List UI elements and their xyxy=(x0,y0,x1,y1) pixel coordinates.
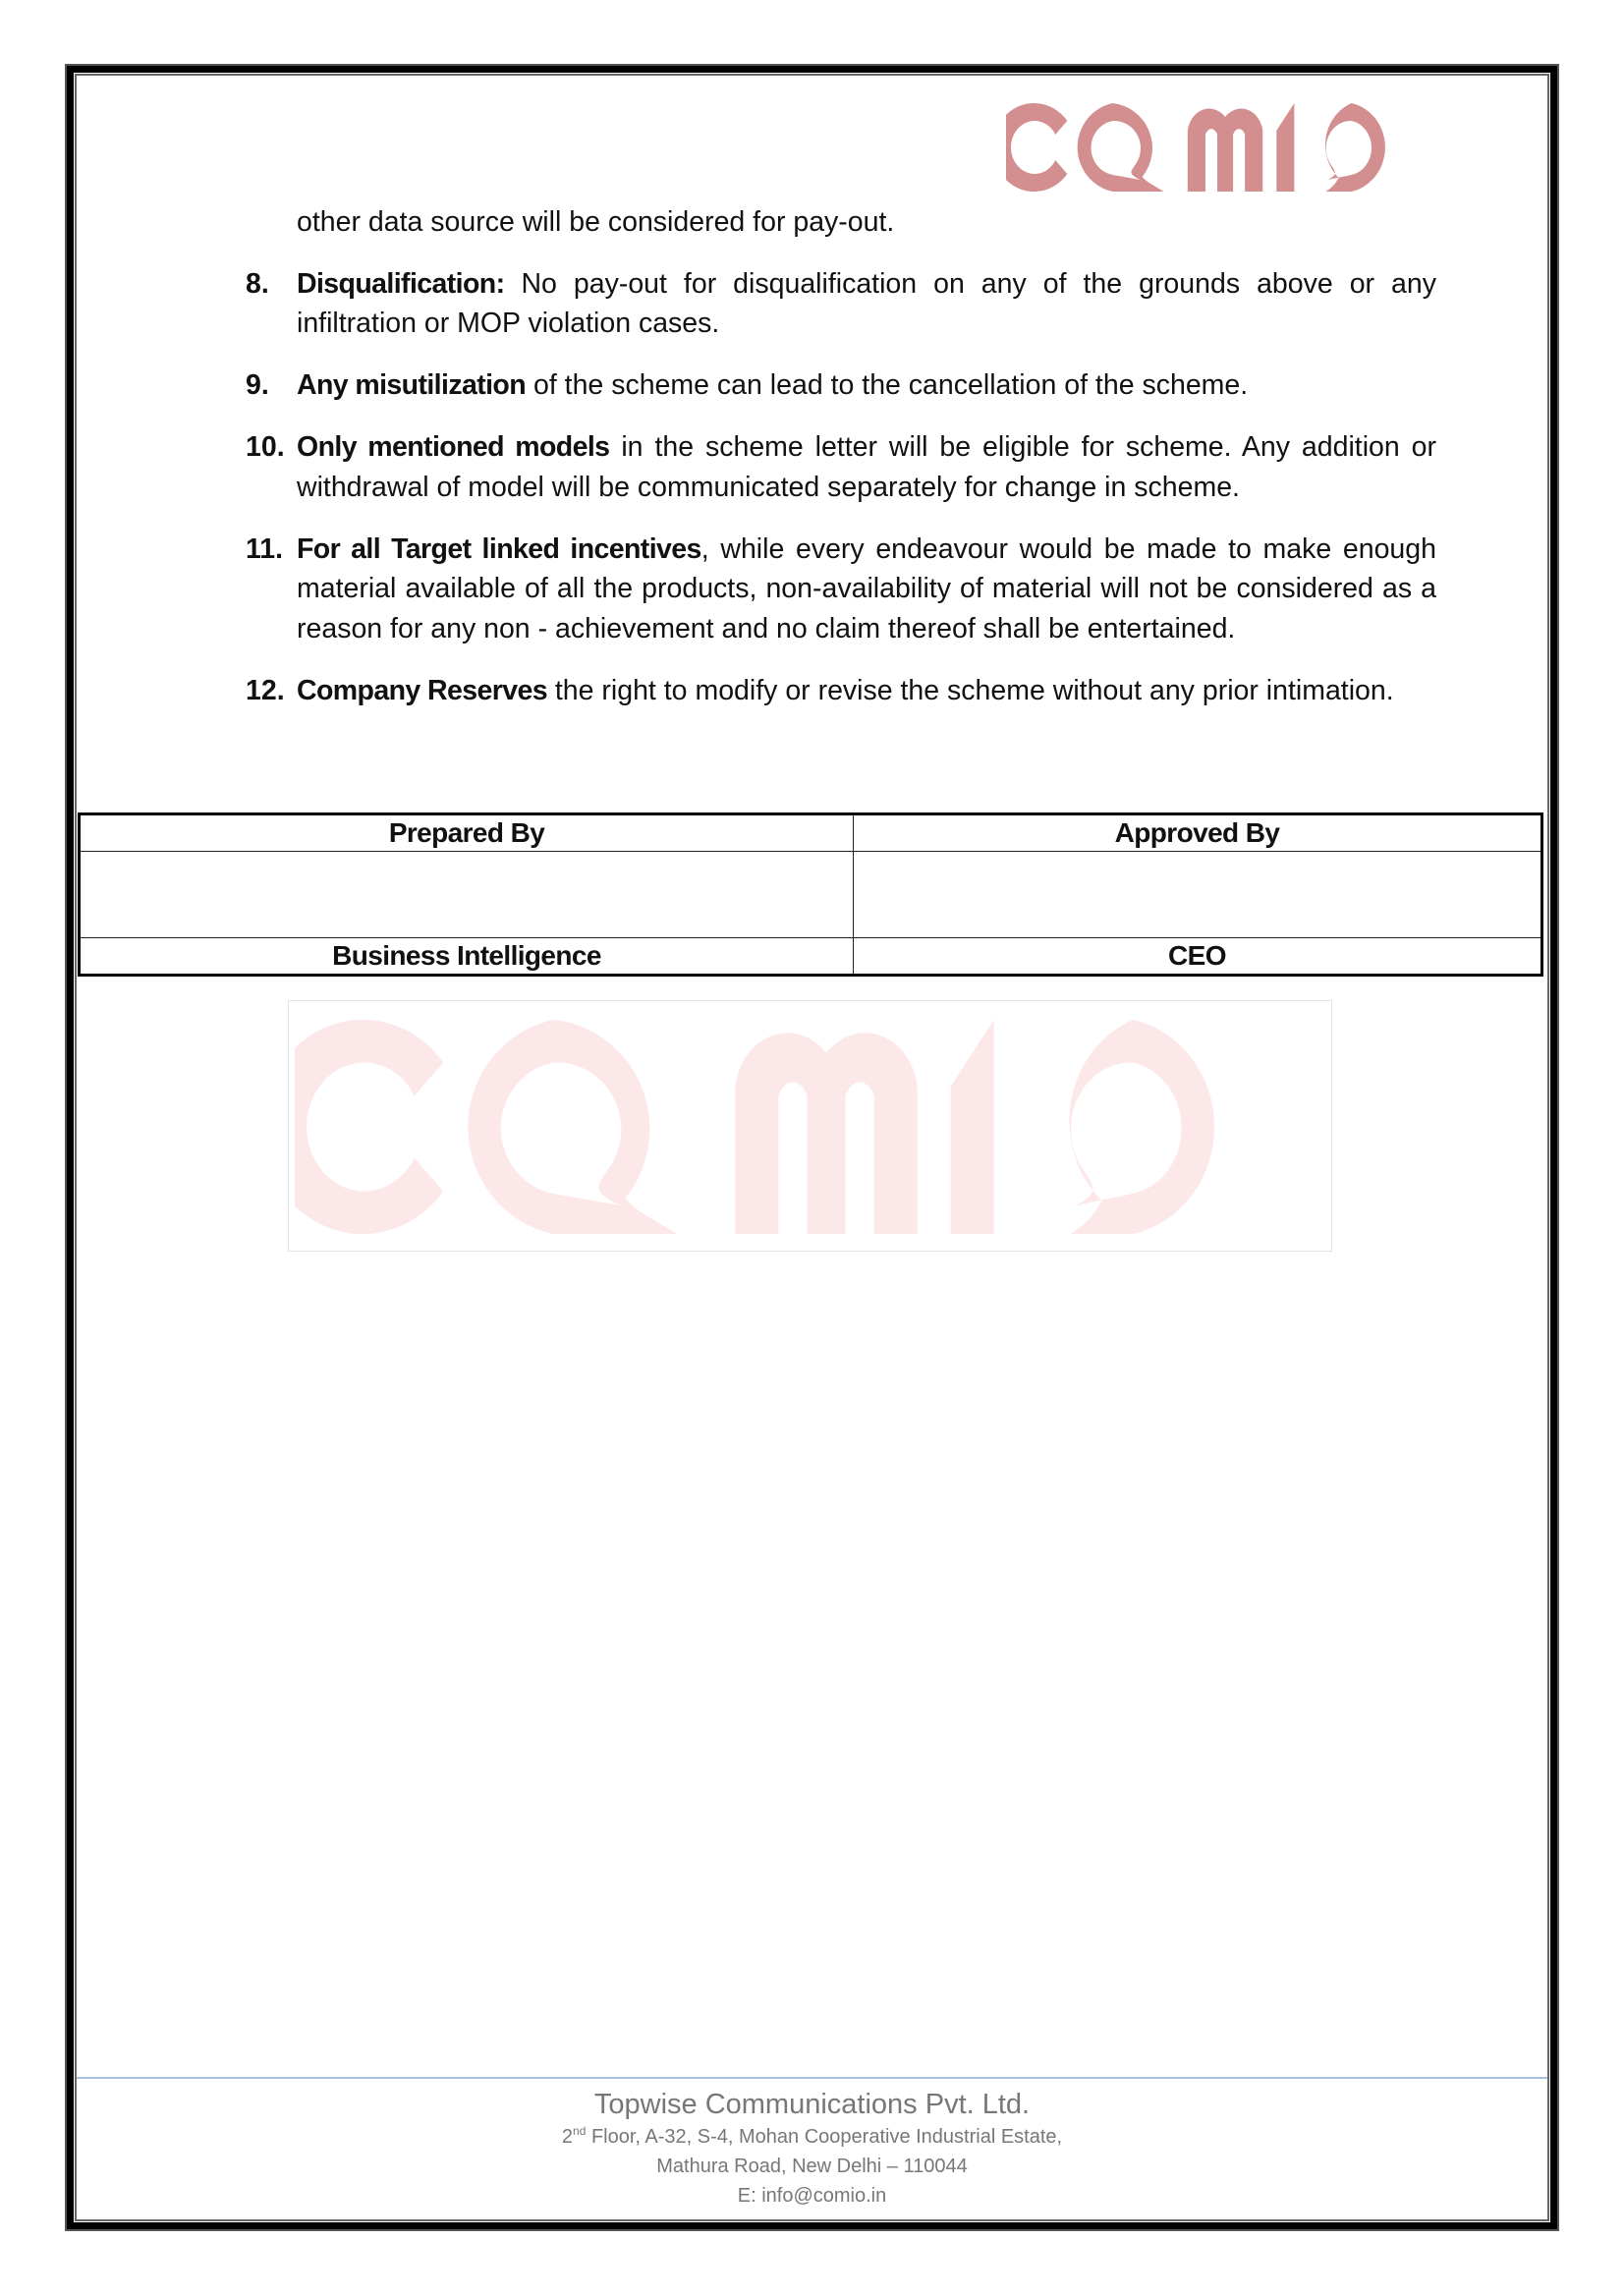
term-item-9 xyxy=(246,365,1436,406)
item-lead: Only mentioned models xyxy=(297,431,610,463)
address-rest: Floor, A-32, S-4, Mohan Cooperative Industrial Estate, xyxy=(586,2126,1063,2148)
continuation-text: other data source will be considered for pay-out. xyxy=(297,206,895,238)
item-lead: For all Target linked incentives xyxy=(297,532,701,565)
footer-divider xyxy=(77,2077,1547,2079)
terms-list xyxy=(246,202,1436,733)
item-number: 11. xyxy=(246,532,284,565)
term-item-8 xyxy=(246,264,1436,344)
item-body: of the scheme can lead to the cancellation of the scheme. xyxy=(526,369,1249,401)
role-ceo: CEO xyxy=(854,938,1542,976)
item-number: 10. xyxy=(246,431,285,463)
header-approved-by: Approved By xyxy=(854,814,1542,852)
item-text xyxy=(297,427,1436,507)
signature-cell-approved xyxy=(854,852,1542,938)
footer-address-line-2: Mathura Road, New Delhi – 110044 xyxy=(656,2156,968,2177)
logo-letters xyxy=(1006,103,1385,192)
table-role-row xyxy=(80,938,1542,976)
term-item-10 xyxy=(246,427,1436,507)
role-business-intelligence: Business Intelligence xyxy=(80,938,854,976)
item-text xyxy=(297,671,1436,711)
item-lead: Any misutilization xyxy=(297,369,527,401)
signoff-table xyxy=(78,812,1543,977)
table-signature-row xyxy=(80,852,1542,938)
term-item-12 xyxy=(246,671,1436,711)
header-prepared-by: Prepared By xyxy=(80,814,854,852)
footer-address-line-1 xyxy=(77,2122,1547,2152)
item-lead: Disqualification: xyxy=(297,267,505,300)
signature-cell-prepared xyxy=(80,852,854,938)
table-header-row xyxy=(80,814,1542,852)
item-number: 9. xyxy=(246,369,269,401)
watermark-logo xyxy=(295,1015,1324,1239)
item-number: 8. xyxy=(246,267,269,300)
item-lead: Company Reserves xyxy=(297,674,547,706)
item-text xyxy=(297,365,1436,406)
footer-company-name: Topwise Communications Pvt. Ltd. xyxy=(593,2089,1031,2120)
item-body: , while every endeavour would be made to make enough material available of all the products, non-availability of material will not be considered as a reason for any non - achievement and no claim thereof shall be entertained. xyxy=(297,532,1436,644)
term-item-11 xyxy=(246,530,1436,649)
item-body: No pay-out for disqualification on any of the grounds above or any infiltration or MOP violation cases. xyxy=(297,267,1436,339)
item-text xyxy=(297,530,1436,649)
comio-logo xyxy=(1006,101,1430,194)
floor-ordinal: nd xyxy=(573,2124,587,2138)
floor-number: 2 xyxy=(561,2126,574,2148)
footer xyxy=(77,2087,1547,2211)
item-body: the right to modify or revise the scheme without any prior intimation. xyxy=(546,674,1394,706)
item-body: in the scheme letter will be eligible for scheme. Any addition or withdrawal of model will be communicated separately for change in scheme. xyxy=(297,431,1436,503)
item-text xyxy=(297,264,1436,344)
footer-email[interactable]: E: info@comio.in xyxy=(737,2185,887,2207)
comio-watermark xyxy=(288,1000,1332,1252)
item-number: 12. xyxy=(246,674,285,706)
